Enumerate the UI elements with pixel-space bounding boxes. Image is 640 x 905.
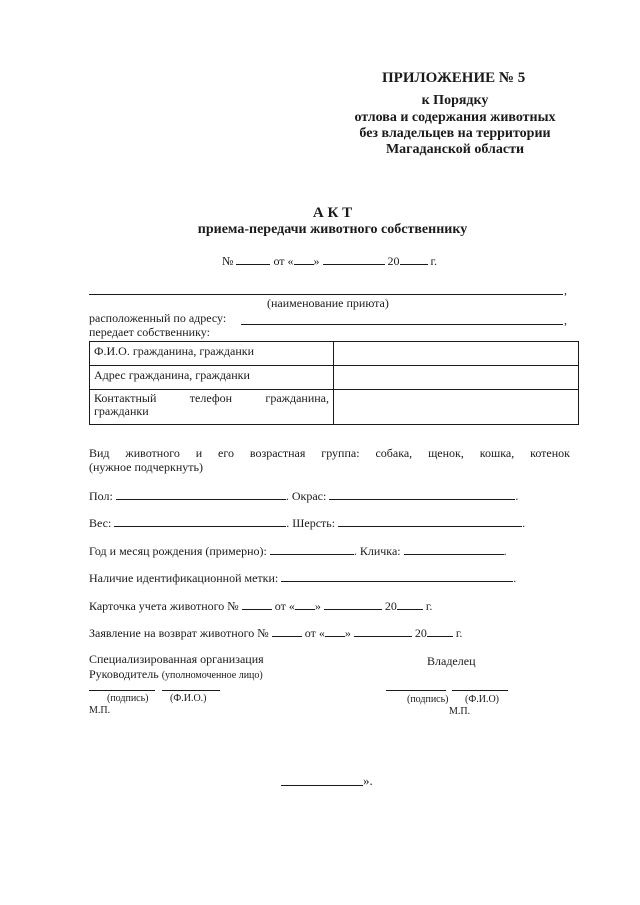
owner-stamp: М.П. <box>449 706 471 717</box>
phone-value[interactable] <box>334 390 579 425</box>
owner-fio-field[interactable] <box>452 690 508 691</box>
act-subtitle: приема-передачи животного собственнику <box>197 222 468 237</box>
color-period: . <box>515 489 519 503</box>
birth-label: Год и месяц рождения (примерно): <box>89 544 267 558</box>
org-sign-caption: (подпись) <box>107 693 149 704</box>
claim-year-field[interactable] <box>427 624 453 637</box>
claim-year-suffix: г. <box>455 626 463 640</box>
card-label: Карточка учета животного № <box>89 599 239 613</box>
card-year-prefix: 20 <box>384 599 397 613</box>
phone-label <box>90 390 334 425</box>
shelter-caption: (наименование приюта) <box>267 296 389 310</box>
sex-row <box>89 487 518 504</box>
org-fio-field[interactable] <box>162 690 220 691</box>
appendix-line-3: без владельцев на территории <box>359 126 551 141</box>
address-owner-label: Адрес гражданина, гражданки <box>90 366 334 390</box>
table-row <box>90 366 579 390</box>
address-label: расположенный по адресу: <box>89 311 227 325</box>
fio-value[interactable] <box>334 342 579 366</box>
org-fio-caption: (Ф.И.О.) <box>170 693 207 704</box>
org-head-label: Руководитель <box>89 667 159 681</box>
shelter-name-field[interactable] <box>89 294 563 295</box>
mark-label: Наличие идентификационной метки: <box>89 571 279 585</box>
mark-field[interactable] <box>281 569 513 582</box>
card-from: от « <box>274 599 295 613</box>
claim-number-field[interactable] <box>272 624 302 637</box>
appendix-title: ПРИЛОЖЕНИЕ № 5 <box>382 70 526 86</box>
act-number-field[interactable] <box>236 252 270 265</box>
act-year-field[interactable] <box>400 252 428 265</box>
card-day-field[interactable] <box>295 597 315 610</box>
fio-label: Ф.И.О. гражданина, гражданки <box>90 342 334 366</box>
act-number-prefix: № <box>222 254 234 268</box>
claim-day-field[interactable] <box>325 624 345 637</box>
mark-row <box>89 569 516 586</box>
org-line-1: Специализированная организация <box>89 652 264 666</box>
animal-type-note: (нужное подчеркнуть) <box>89 460 203 474</box>
phone-label-line-2: гражданки <box>94 404 149 418</box>
sex-label: Пол: <box>89 489 113 503</box>
act-from: от « <box>273 254 294 268</box>
act-title: А К Т <box>312 205 353 221</box>
org-stamp: М.П. <box>89 705 111 716</box>
weight-row <box>89 514 525 531</box>
card-number-field[interactable] <box>242 597 272 610</box>
act-year-prefix: 20 <box>387 254 400 268</box>
act-day-field[interactable] <box>294 252 314 265</box>
fur-label: . Шерсть: <box>286 516 336 530</box>
owner-title: Владелец <box>427 654 476 668</box>
owner-signature-field[interactable] <box>386 690 446 691</box>
claim-row <box>89 624 462 641</box>
owner-sign-caption: (подпись) <box>407 694 449 705</box>
act-quote-close: » <box>313 254 320 268</box>
claim-quote-close: » <box>344 626 351 640</box>
passes-label: передает собственнику: <box>89 325 210 339</box>
sex-field[interactable] <box>116 487 286 500</box>
appendix-line-1: к Порядку <box>421 93 489 108</box>
claim-label: Заявление на возврат животного № <box>89 626 269 640</box>
card-year-field[interactable] <box>397 597 423 610</box>
table-row <box>90 342 579 366</box>
name-field[interactable] <box>404 542 504 555</box>
animal-type-line: Вид животного и его возрастная группа: собака, щенок, кошка, котенок <box>89 446 570 460</box>
weight-label: Вес: <box>89 516 112 530</box>
appendix-line-4: Магаданской области <box>385 142 525 157</box>
name-period: . <box>503 544 507 558</box>
table-row <box>90 390 579 425</box>
footer-end: ». <box>363 773 373 788</box>
org-signature-field[interactable] <box>89 690 155 691</box>
phone-label-line-1: Контактный телефон гражданина, <box>94 391 329 405</box>
name-label: . Кличка: <box>353 544 401 558</box>
birth-row <box>89 542 507 559</box>
birth-field[interactable] <box>270 542 354 555</box>
color-field[interactable] <box>329 487 515 500</box>
address-field[interactable] <box>241 324 563 325</box>
fur-period: . <box>522 516 526 530</box>
owner-fio-caption: (Ф.И.О) <box>465 694 500 705</box>
claim-month-field[interactable] <box>354 624 412 637</box>
card-quote-close: » <box>314 599 321 613</box>
card-month-field[interactable] <box>324 597 382 610</box>
card-row <box>89 597 432 614</box>
claim-from: от « <box>304 626 325 640</box>
org-head-note: (уполномоченное лицо) <box>161 670 263 681</box>
claim-year-prefix: 20 <box>414 626 427 640</box>
act-number-line <box>222 252 437 269</box>
shelter-comma: , <box>564 283 567 297</box>
act-year-suffix: г. <box>430 254 438 268</box>
color-label: . Окрас: <box>285 489 327 503</box>
mark-period: . <box>513 571 517 585</box>
address-owner-value[interactable] <box>334 366 579 390</box>
act-month-field[interactable] <box>323 252 385 265</box>
fur-field[interactable] <box>338 514 522 527</box>
address-comma: , <box>564 313 567 327</box>
appendix-line-2: отлова и содержания животных <box>354 110 556 125</box>
org-line-2 <box>89 667 263 682</box>
owner-info-table <box>89 341 579 425</box>
footer-field[interactable] <box>281 785 363 786</box>
card-year-suffix: г. <box>425 599 433 613</box>
weight-field[interactable] <box>114 514 286 527</box>
